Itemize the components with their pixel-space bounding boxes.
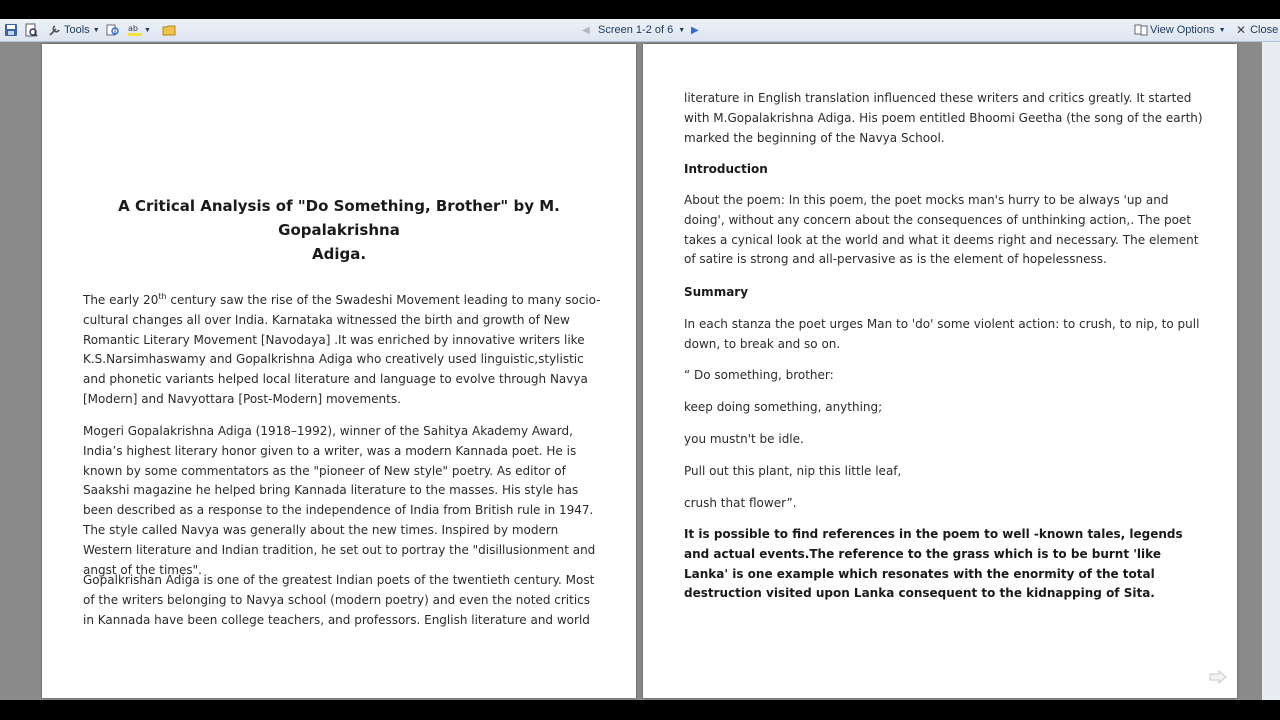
previous-screen-icon: ◀ — [582, 24, 590, 36]
chevron-down-icon: ▼ — [144, 26, 151, 34]
paragraph-continued: literature in English translation influenced these writers and critics greatly. It started with M.Gopalakrishna Adiga. His poem entitled Bhoomi Geetha (the song of the earth) marked the beginning of the Navya School. — [684, 91, 1203, 145]
document-page-right — [643, 44, 1237, 698]
heading-summary: Summary — [684, 285, 749, 299]
close-label: Close — [1250, 24, 1279, 36]
print-preview-button[interactable] — [24, 19, 38, 41]
previous-screen-button[interactable] — [582, 19, 590, 41]
document-title — [82, 194, 596, 266]
paragraph-biography: Mogeri Gopalakrishna Adiga (1918–1992), winner of the Sahitya Akademy Award, India’s highest literary honor given to a writer, was a modern Kannada poet. He is known by some commentators as the "pioneer of New style" poetry. As editor of Saakshi magazine he helped bring Kannada literature to the masses. His style has been described as a response to the independence of India from British rule in 1947. The style called Navya was generally about the new times. Inspired by modern Western literature and Indian tradition, he set out to portray the "disillusionment and angst of the times". — [83, 424, 596, 577]
reading-mode-toolbar — [0, 19, 1280, 42]
top-black-bar — [0, 0, 1280, 19]
close-icon: ✕ — [1236, 23, 1247, 37]
close-button[interactable] — [1236, 19, 1278, 41]
paragraph-summary: In each stanza the poet urges Man to 'do' some violent action: to crush, to nip, to pull down, to break and so on. — [684, 317, 1200, 351]
paragraph-intro — [83, 291, 603, 410]
vertical-scrollbar[interactable] — [1262, 42, 1280, 700]
view-options-icon — [1134, 23, 1148, 37]
document-page-left — [42, 44, 636, 698]
quote-line-4: Pull out this plant, nip this little leaf, — [684, 464, 902, 478]
next-screen-button[interactable] — [691, 19, 699, 41]
screen-indicator: Screen 1-2 of 6 — [598, 24, 674, 36]
chevron-down-icon: ▼ — [678, 26, 686, 34]
svg-text:ab: ab — [128, 24, 138, 33]
chevron-down-icon: ▼ — [92, 26, 100, 34]
quote-line-1: “ Do something, brother: — [684, 368, 834, 382]
title-line-2: Adiga. — [311, 245, 367, 263]
folder-icon — [162, 23, 176, 37]
next-page-button[interactable] — [1209, 670, 1227, 684]
ordinal-suffix: th — [158, 292, 167, 301]
research-button[interactable] — [106, 19, 120, 41]
save-icon — [4, 23, 18, 37]
tools-label: Tools — [64, 24, 90, 36]
next-screen-icon: ▶ — [691, 24, 699, 36]
quote-line-5: crush that flower”. — [684, 496, 797, 510]
next-page-arrow-icon — [1209, 670, 1227, 684]
highlight-icon — [128, 23, 142, 37]
quote-line-3: you mustn't be idle. — [684, 432, 804, 446]
chevron-down-icon: ▼ — [1218, 26, 1226, 34]
print-preview-icon — [24, 23, 38, 37]
paragraph-references: It is possible to find references in the poem to well -known tales, legends and actual events.The reference to the grass which is to be burnt 'like Lanka' is one example which resonates with the enormity of the total destruction visited upon Lanka consequent to the kidnapping of Sita. — [684, 527, 1183, 601]
title-line-1: A Critical Analysis of "Do Something, Brother" by M. Gopalakrishna — [118, 197, 560, 239]
screen-selector[interactable] — [598, 19, 685, 41]
highlight-button[interactable] — [128, 19, 151, 41]
comment-button[interactable] — [162, 19, 176, 41]
paragraph-intro-rest: century saw the rise of the Swadeshi Movement leading to many socio-cultural changes all over India. Karnataka witnessed the birth and growth of New Romantic Literary Movement [Navodaya] .It was enriched by innovative writers like K.S.Narsimhaswamy and Gopalkrishna Adiga who creatively used linguistic,stylistic and phonetic variants helped local literature and language to evolve through Navya [Modern] and Navyottara [Post-Modern] movements. — [83, 293, 601, 406]
heading-introduction: Introduction — [684, 162, 768, 176]
bottom-black-bar — [0, 700, 1280, 720]
save-button[interactable] — [4, 19, 18, 41]
paragraph-about-poem: About the poem: In this poem, the poet mocks man's hurry to be always 'up and doing', without any concern about the consequences of unthinking action,. The poet takes a cynical look at the world and what it deems right and necessary. The element of satire is strong and all-pervasive as is the element of hopelessness. — [684, 193, 1199, 267]
paragraph-navya: Gopalkrishan Adiga is one of the greatest Indian poets of the twentieth century. Most of the writers belonging to Navya school (modern poetry) and even the noted critics in Kannada have been college teachers, and professors. English literature and world — [83, 573, 595, 627]
tools-icon — [48, 23, 62, 37]
view-options-menu[interactable] — [1134, 19, 1226, 41]
research-icon — [106, 23, 120, 37]
quote-line-2: keep doing something, anything; — [684, 400, 883, 414]
tools-menu[interactable] — [48, 19, 100, 41]
view-options-label: View Options — [1150, 24, 1215, 36]
paragraph-intro-start: The early 20 — [83, 293, 159, 307]
